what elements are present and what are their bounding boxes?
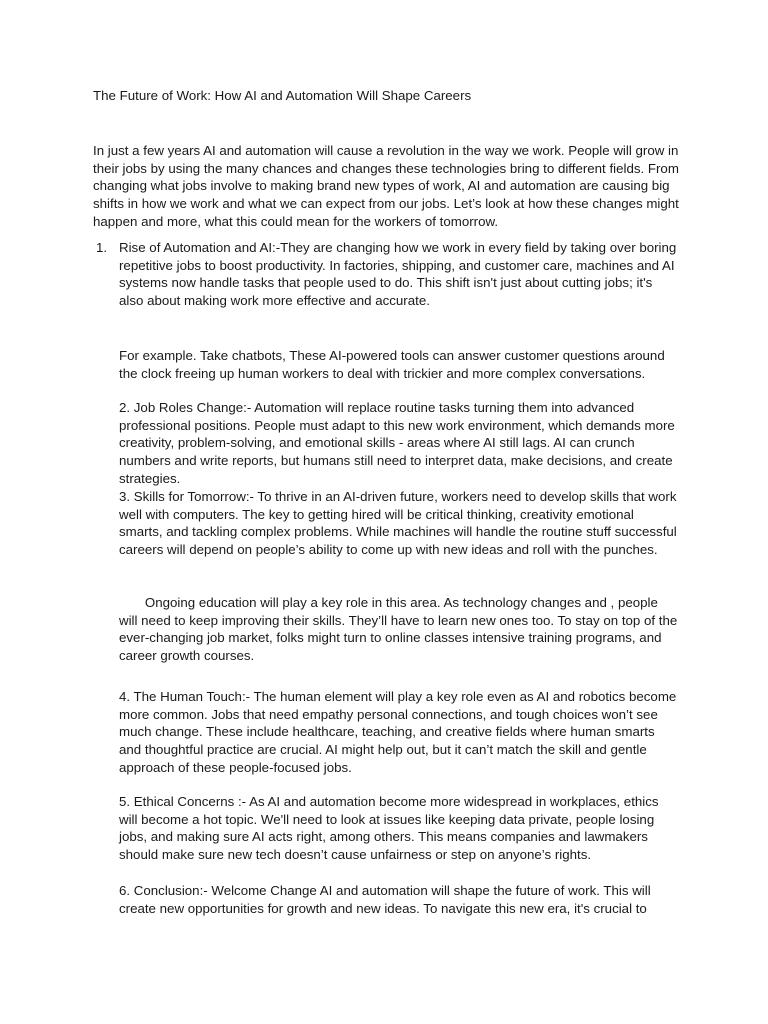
example-paragraph: For example. Take chatbots, These AI-powered tools can answer customer questions around the clock freeing up human workers to deal with trickier and more complex conversations.: [119, 348, 665, 381]
section-ethical-concerns: 5. Ethical Concerns :- As AI and automation become more widespread in workplaces, ethics will become a hot topic. We'll need to look at issues like keeping data private, people losing jobs, and making sure AI acts right, among others. This means companies and lawmakers should make sure new tech doesn’t cause unfairness or step on anyone’s rights.: [119, 794, 659, 863]
section-job-roles-change: 2. Job Roles Change:- Automation will replace routine tasks turning them into advanced professional positions. People must adapt to this new work environment, which demands more creativity, problem-solving, and emotional skills - areas where AI still lags. AI can crunch numbers and write reports, but humans still need to interpret data, make decisions, and create strategies.: [119, 400, 675, 486]
section-rise-of-automation: Rise of Automation and AI:-They are changing how we work in every field by taking over boring repetitive jobs to boost productivity. In factories, shipping, and customer care, machines and AI systems now handle tasks that people used to do. This shift isn't just about cutting jobs; it's also about making work more effective and accurate.: [119, 240, 677, 309]
section-skills-for-tomorrow: 3. Skills for Tomorrow:- To thrive in an AI-driven future, workers need to develop skills that work well with computers. The key to getting hired will be critical thinking, creativity emotional smarts, and tackling complex problems. While machines will handle the routine stuff successful careers will depend on people’s ability to come up with new ideas and roll with the punches.: [119, 489, 677, 558]
section-human-touch: 4. The Human Touch:- The human element will play a key role even as AI and robotics become more common. Jobs that need empathy personal connections, and tough choices won’t see much change. These include healthcare, teaching, and creative fields where human smarts and thoughtful practice are crucial. AI might help out, but it can’t match the skill and gentle approach of these people-focused jobs.: [119, 689, 677, 775]
education-paragraph: Ongoing education will play a key role in this area. As technology changes and , people will need to keep improving their skills. They’ll have to learn new ones too. To stay on top of the ever-changing job market, folks might turn to online classes intensive training programs, and career growth courses.: [119, 595, 681, 664]
document-title: The Future of Work: How AI and Automation Will Shape Careers: [93, 88, 472, 103]
section-conclusion: 6. Conclusion:- Welcome Change AI and automation will shape the future of work. This will create new opportunities for growth and new ideas. To navigate this new era, it's crucial to: [119, 883, 651, 916]
list-number: 1.: [96, 240, 108, 255]
intro-paragraph: In just a few years AI and automation will cause a revolution in the way we work. People will grow in their jobs by using the many chances and changes these technologies bring to different fields. From changing what jobs involve to making brand new types of work, AI and automation are causing big shifts in how we work and what we can expect from our jobs. Let’s look at how these changes might happen and more, what this could mean for the workers of tomorrow.: [93, 143, 679, 229]
